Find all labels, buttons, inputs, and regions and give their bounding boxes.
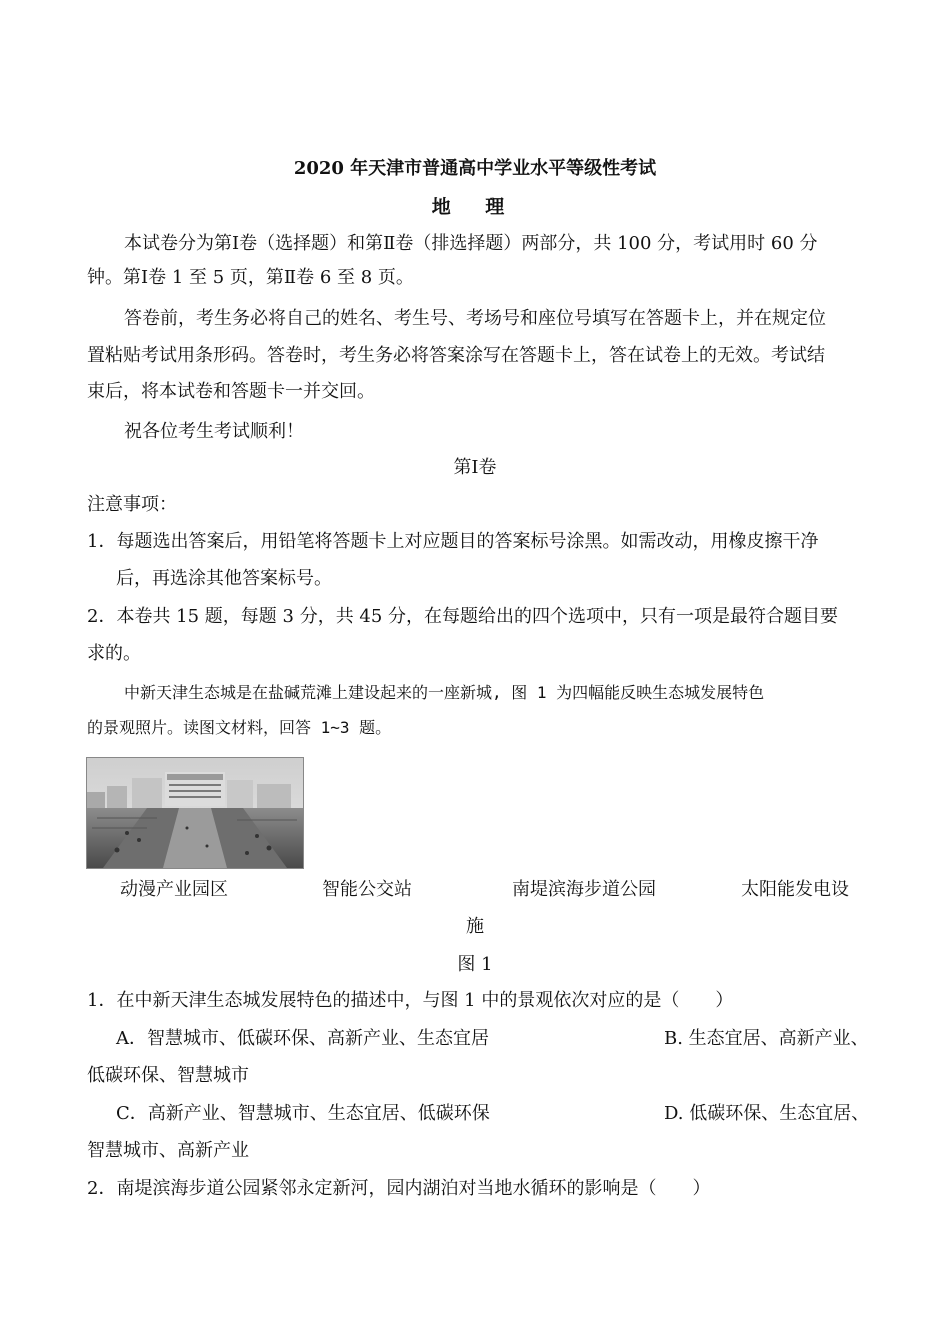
figure-caption-4-wrap: 施 xyxy=(466,916,484,937)
material-line-1: 中新天津生态城是在盐碱荒滩上建设起来的一座新城, 图 1 为四幅能反映生态城发展特色 xyxy=(124,683,765,702)
intro-paragraph-1-line-2: 钟。第Ⅰ卷 1 至 5 页，第Ⅱ卷 6 至 8 页。 xyxy=(87,267,414,288)
question-1-option-b: B. 生态宜居、高新产业、 xyxy=(664,1028,869,1049)
intro-paragraph-2-line-1: 答卷前，考生务必将自己的姓名、考生号、考场号和座位号填写在答题卡上，并在规定位 xyxy=(124,308,826,329)
note-1-line-1: 1．每题选出答案后，用铅笔将答题卡上对应题目的答案标号涂黑。如需改动，用橡皮擦干净 xyxy=(87,531,819,552)
question-1-option-d: D. 低碳环保、生态宜居、 xyxy=(664,1103,870,1124)
question-1-option-a: A．智慧城市、低碳环保、高新产业、生态宜居 xyxy=(116,1028,489,1049)
figure-caption-3: 南堤滨海步道公园 xyxy=(512,879,656,900)
note-1-line-2: 后，再选涂其他答案标号。 xyxy=(116,568,332,589)
question-1: 1．在中新天津生态城发展特色的描述中，与图 1 中的景观依次对应的是（ ） xyxy=(87,990,734,1011)
material-line-2: 的景观照片。读图文材料，回答 1~3 题。 xyxy=(87,718,392,737)
question-1-option-d-continued: 智慧城市、高新产业 xyxy=(87,1140,249,1161)
animation-park-photo xyxy=(86,757,304,869)
figure-caption-2: 智能公交站 xyxy=(322,879,412,900)
intro-paragraph-2-line-2: 置粘贴考试用条形码。答卷时，考生务必将答案涂写在答题卡上，答在试卷上的无效。考试结 xyxy=(87,345,825,366)
good-luck-line: 祝各位考生考试顺利！ xyxy=(124,421,304,442)
figure-label: 图 1 xyxy=(457,954,493,975)
notes-label: 注意事项： xyxy=(87,494,177,515)
question-1-option-b-continued: 低碳环保、智慧城市 xyxy=(87,1065,249,1086)
figure-caption-4: 太阳能发电设 xyxy=(741,879,849,900)
question-2: 2．南堤滨海步道公园紧邻永定新河，园内湖泊对当地水循环的影响是（ ） xyxy=(87,1178,711,1199)
section-heading: 第Ⅰ卷 xyxy=(453,457,497,478)
intro-paragraph-2-line-3: 束后，将本试卷和答题卡一并交回。 xyxy=(87,381,375,402)
question-1-option-c: C．高新产业、智慧城市、生态宜居、低碳环保 xyxy=(116,1103,490,1124)
note-2-line-2: 求的。 xyxy=(87,643,141,664)
subject-title: 地 理 xyxy=(431,196,519,218)
exam-title: 2020 年天津市普通高中学业水平等级性考试 xyxy=(293,158,657,179)
intro-paragraph-1-line-1: 本试卷分为第Ⅰ卷（选择题）和第Ⅱ卷（排选择题）两部分，共 100 分，考试用时 60 分 xyxy=(124,233,818,254)
figure-caption-1: 动漫产业园区 xyxy=(120,879,228,900)
note-2-line-1: 2．本卷共 15 题，每题 3 分，共 45 分，在每题给出的四个选项中，只有一项是最符合题目要 xyxy=(87,606,839,627)
